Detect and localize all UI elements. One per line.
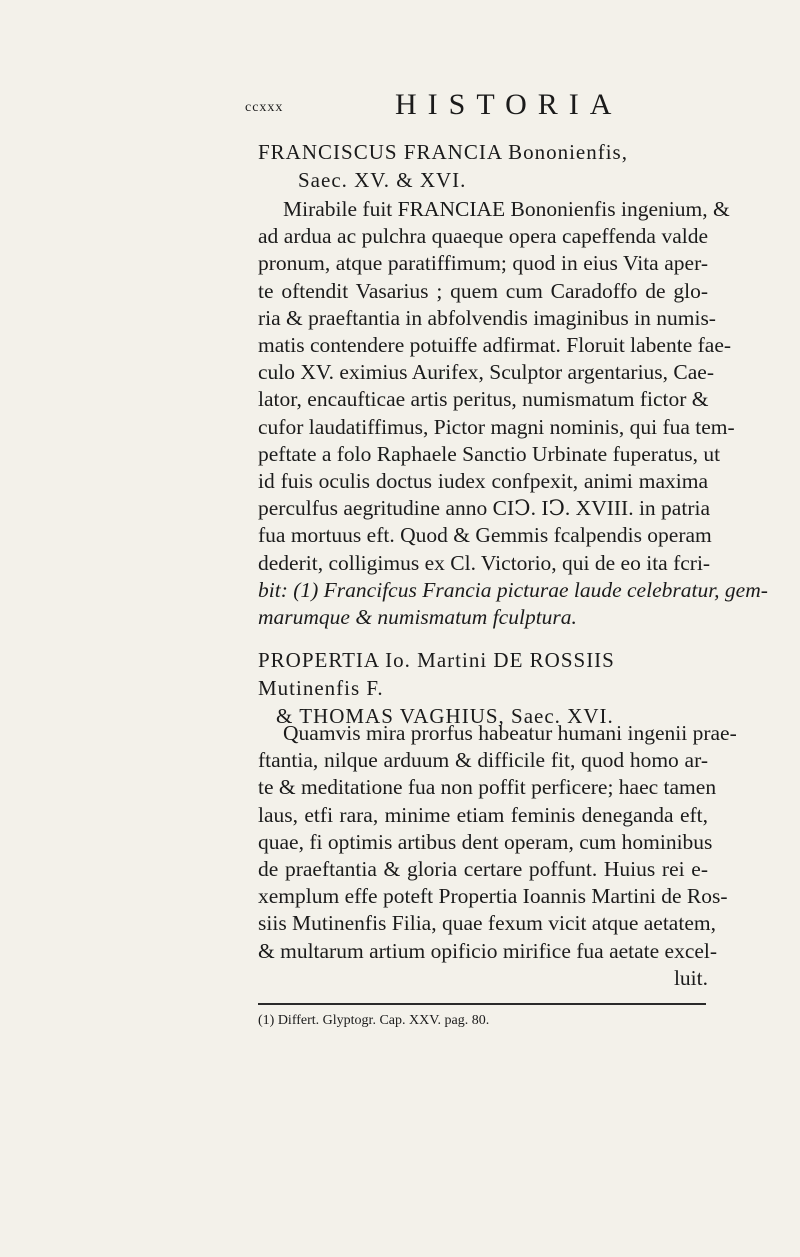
text-line: peftate a folo Raphaele Sanctio Urbinate fuperatus, ut	[258, 441, 721, 466]
section2-body	[258, 720, 737, 992]
footnote-rule	[258, 1003, 706, 1005]
text-line: matis contendere potuiffe adfirmat. Floruit labente fae-	[258, 333, 732, 358]
text-line: quae, fi optimis artibus dent operam, cum hominibus	[258, 829, 713, 854]
section1-body	[258, 196, 768, 631]
text-line: bit: (1) Francifcus Francia picturae laude celebratur, gem-	[258, 577, 768, 602]
text-line: laus, etfi rara, minime etiam feminis deneganda eft,	[258, 802, 708, 827]
text-line: ad ardua ac pulchra quaeque opera capeffenda valde	[258, 224, 708, 249]
text-line: ftantia, nilque arduum & difficile fit, quod homo ar-	[258, 748, 708, 773]
text-line: perculfus aegritudine anno CIↃ. IↃ. XVIII. in patria	[258, 496, 711, 521]
text-line: luit.	[673, 965, 708, 990]
text-line: Quamvis mira prorfus habeatur humani ingenii prae-	[283, 721, 737, 745]
text-line: ria & praeftantia in abfolvendis imaginibus in numis-	[258, 305, 716, 330]
section1-heading-line1: FRANCISCUS FRANCIA Bononienfis,	[258, 140, 628, 164]
footnote: (1) Differt. Glyptogr. Cap. XXV. pag. 80.	[258, 1013, 490, 1028]
page-header	[245, 88, 665, 132]
text-line: fua mortuus eft. Quod & Gemmis fcalpendis operam	[258, 523, 712, 548]
text-line: cufor laudatiffimus, Pictor magni nominis, qui fua tem-	[258, 414, 735, 439]
running-title: HISTORIA	[395, 88, 623, 121]
text-line: culo XV. eximius Aurifex, Sculptor argentarius, Cae-	[258, 360, 714, 385]
text-line: & multarum artium opificio mirifice fua aetate excel-	[258, 938, 718, 963]
section2-heading	[258, 646, 708, 730]
text-line: te & meditatione fua non poffit perficere; haec tamen	[258, 775, 717, 800]
section2-heading-line1: PROPERTIA Io. Martini DE ROSSIIS Mutinenfis F.	[258, 648, 615, 700]
text-line: dederit, colligimus ex Cl. Victorio, qui de eo ita fcri-	[258, 550, 711, 575]
section1-heading-line2: Saec. XV. & XVI.	[298, 168, 467, 192]
text-line: lator, encaufticae artis peritus, numismatum fictor &	[258, 387, 709, 412]
text-line: Mirabile fuit FRANCIAE Bononienfis ingenium, &	[283, 197, 730, 221]
section1-heading	[258, 138, 708, 194]
text-line: siis Mutinenfis Filia, quae fexum vicit atque aetatem,	[258, 911, 716, 936]
text-line: de praeftantia & gloria certare poffunt. Huius rei e-	[258, 857, 708, 882]
text-line: te oftendit Vasarius ; quem cum Caradoffo de glo-	[258, 278, 708, 303]
text-line: id fuis oculis doctus iudex confpexit, animi maxima	[258, 469, 708, 494]
section2-heading-line2: & THOMAS VAGHIUS, Saec. XVI.	[276, 704, 614, 728]
text-line: xemplum effe poteft Propertia Ioannis Martini de Ros-	[258, 884, 728, 909]
text-line: marumque & numismatum fculptura.	[258, 605, 577, 630]
text-line: pronum, atque paratiffimum; quod in eius Vita aper-	[258, 251, 708, 276]
page-number: ccxxx	[245, 100, 284, 115]
